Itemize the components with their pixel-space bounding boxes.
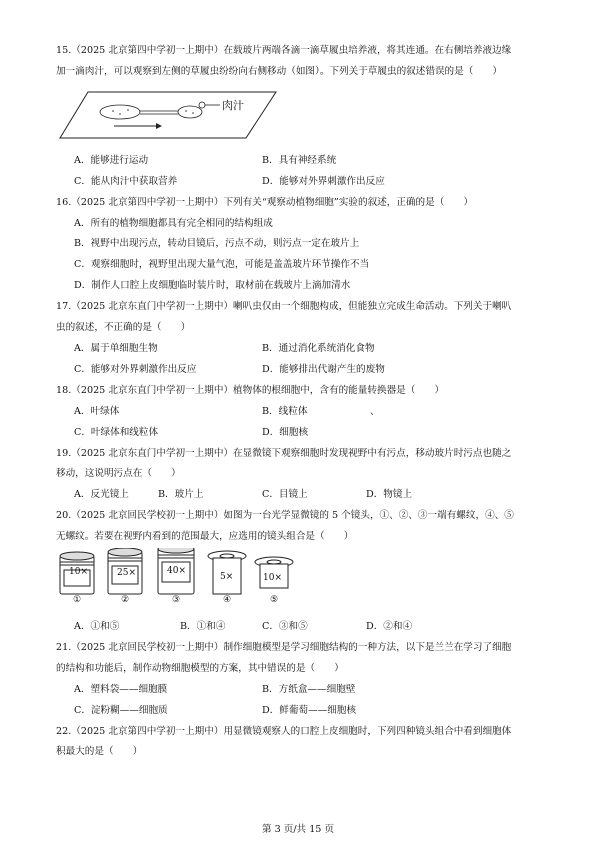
lens-4-magnification: 5× <box>220 572 234 582</box>
q17-option-c[interactable]: C．能够对外界刺激作出反应 <box>74 364 197 375</box>
q20-option-c[interactable]: C．③和⑤ <box>262 621 308 632</box>
q18-stray-mark: 、 <box>370 406 380 417</box>
q20-line-1: 20.（2025 北京回民学校初一上期中）如图为一台光学显微镜的 5 个镜头，①、②、③一端有螺纹，④、⑤ <box>56 510 514 521</box>
q16-option-a[interactable]: A．所有的植物细胞都具有完全相同的结构组成 <box>74 218 273 229</box>
lens-4-number: ④ <box>223 595 232 605</box>
q19-option-a[interactable]: A．反光镜上 <box>74 489 129 500</box>
q15-option-b[interactable]: B．具有神经系统 <box>262 155 337 166</box>
lens-1-magnification: 10× <box>69 567 88 577</box>
slide-figure <box>58 86 278 144</box>
q22-line-1: 22.（2025 北京第四中学初一上期中）用显微镜观察人的口腔上皮细胞时，下列四种镜头组合中看到细胞体 <box>56 726 512 737</box>
q20-option-a[interactable]: A．①和⑤ <box>74 621 120 632</box>
q20-option-b[interactable]: B．①和④ <box>180 621 226 632</box>
q15-option-c[interactable]: C．能从肉汁中获取营养 <box>74 176 178 187</box>
lens-3-number: ③ <box>172 595 181 605</box>
q18-option-b[interactable]: B．线粒体 <box>262 406 308 417</box>
q22-line-2: 积最大的是（ ） <box>56 746 143 757</box>
q16-option-c[interactable]: C．观察细胞时，视野里出现大量气泡，可能是盖盖玻片环节操作不当 <box>74 259 370 270</box>
q18-option-a[interactable]: A．叶绿体 <box>74 406 120 417</box>
q15-line-2: 加一滴肉汁，可以观察到左侧的草履虫纷纷向右侧移动（如图）。下列关于草履虫的叙述错误的是（ ） <box>56 66 503 77</box>
q21-option-b[interactable]: B．方纸盒——细胞壁 <box>262 684 356 695</box>
lens-2-number: ② <box>121 595 130 605</box>
q15-option-d[interactable]: D．能够对外界刺激作出反应 <box>262 176 385 187</box>
q16-option-d[interactable]: D．制作人口腔上皮细胞临时装片时，取材前在载玻片上滴加清水 <box>74 280 351 291</box>
q15-option-a[interactable]: A．能够进行运动 <box>74 155 149 166</box>
q17-option-b[interactable]: B．通过消化系统消化食物 <box>262 343 375 354</box>
lens-figure <box>56 548 326 610</box>
q17-line-1: 17.（2025 北京东直门中学初一上期中）喇叭虫仅由一个细胞构成，但能独立完成生命活动。下列关于喇叭 <box>56 301 512 312</box>
q19-option-c[interactable]: C．目镜上 <box>262 489 308 500</box>
q17-option-a[interactable]: A．属于单细胞生物 <box>74 343 158 354</box>
q19-option-b[interactable]: B．玻片上 <box>158 489 204 500</box>
figure-label-meat-juice: 肉汁 <box>222 99 244 112</box>
q20-line-2: 无螺纹。若要在视野内看到的范围最大，应选用的镜头组合是（ ） <box>56 531 354 542</box>
page-footer: 第 3 页/共 15 页 <box>261 824 335 835</box>
q17-line-2: 虫的叙述，不正确的是（ ） <box>56 322 191 333</box>
q18-line-1: 18.（2025 北京东直门中学初一上期中）植物体的根细胞中，含有的能量转换器是（ ） <box>56 385 445 396</box>
lens-2-magnification: 25× <box>117 568 136 578</box>
q16-line-1: 16.（2025 北京第四中学初一上期中）下列有关“观察动植物细胞”实验的叙述，正确的是（ ） <box>56 197 474 208</box>
lens-3-magnification: 40× <box>167 566 186 576</box>
q21-line-1: 21.（2025 北京回民学校初一上期中）制作细胞模型是学习细胞结构的一种方法，以下是兰兰在学习了细胞 <box>56 642 512 653</box>
q18-option-d[interactable]: D．细胞核 <box>262 427 309 438</box>
q17-option-d[interactable]: D．能够排出代谢产生的废物 <box>262 364 385 375</box>
q21-option-c[interactable]: C．淀粉糊——细胞质 <box>74 705 168 716</box>
lens-5-number: ⑤ <box>270 595 279 605</box>
q19-line-1: 19.（2025 北京东直门中学初一上期中）在显微镜下观察细胞时发现视野中有污点，移动玻片时污点也随之 <box>56 448 512 459</box>
lens-5-magnification: 10× <box>263 573 282 583</box>
q21-option-a[interactable]: A．塑料袋——细胞膜 <box>74 684 168 695</box>
q21-option-d[interactable]: D．鲜葡萄——细胞核 <box>262 705 357 716</box>
q20-option-d[interactable]: D．②和④ <box>366 621 413 632</box>
q19-option-d[interactable]: D．物镜上 <box>366 489 413 500</box>
q19-line-2: 移动，这说明污点在（ ） <box>56 468 181 479</box>
q16-option-b[interactable]: B．视野中出现污点，转动目镜后，污点不动，则污点一定在玻片上 <box>74 238 360 249</box>
lens-1-number: ① <box>73 595 82 605</box>
q15-line-1: 15.（2025 北京第四中学初一上期中）在载玻片两端各滴一滴草履虫培养液，将其连通。在右侧培养液边缘 <box>56 45 512 56</box>
q18-option-c[interactable]: C．叶绿体和线粒体 <box>74 427 159 438</box>
q21-line-2: 的结构和功能后，制作动物细胞模型的方案，其中错误的是（ ） <box>56 663 344 674</box>
